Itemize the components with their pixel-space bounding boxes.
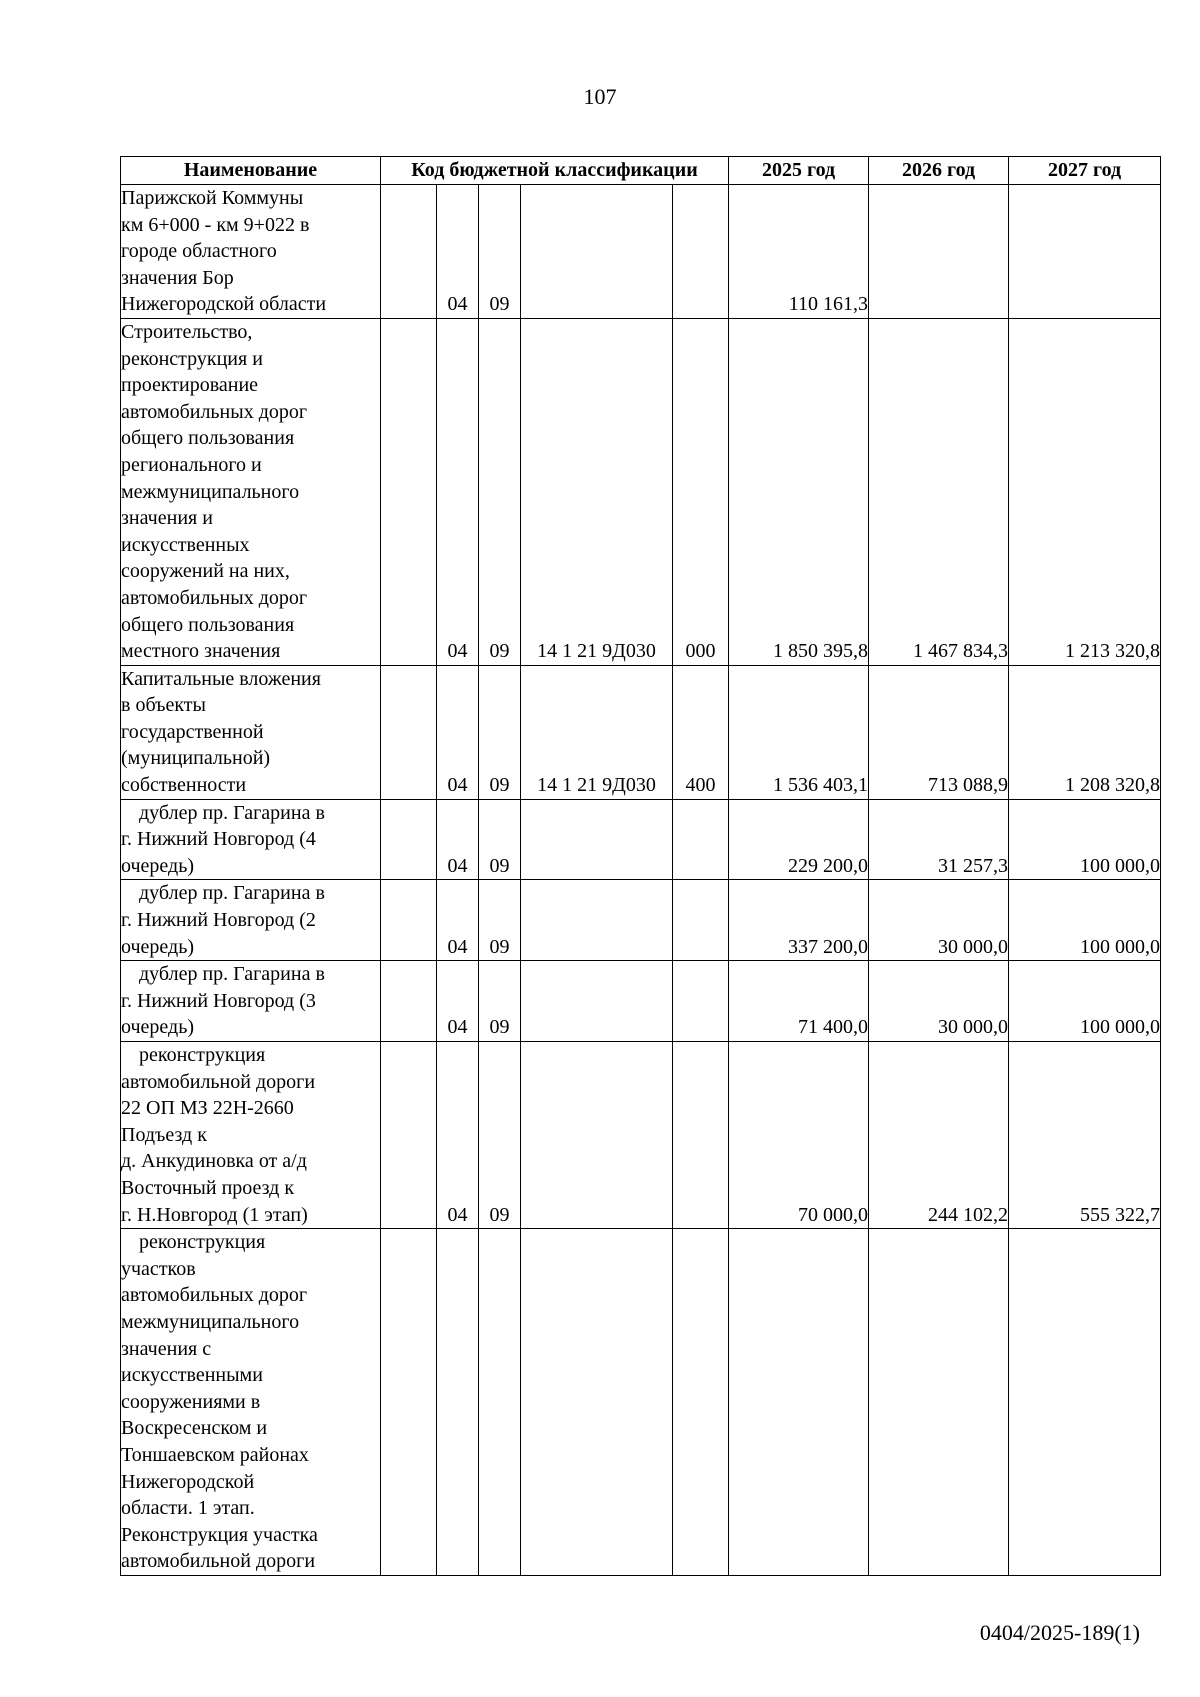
amount-2027: 100 000,0 [1009,799,1161,880]
row-name-line: автомобильной дороги [121,1070,316,1093]
amount-2025: 70 000,0 [729,1042,869,1229]
header-2027: 2027 год [1009,157,1161,185]
row-name-line: собственности [121,774,247,797]
table-row [121,1042,1161,1229]
row-name-line: Нижегородской [121,1470,255,1493]
row-name [121,318,381,665]
amount-2026: 244 102,2 [869,1042,1009,1229]
row-name-text: дублер пр. Гагарина в [139,801,325,824]
amount-2026 [869,185,1009,319]
code-cell-1 [381,880,437,961]
code-cell-section: 04 [437,185,479,319]
amount-2027: 1 213 320,8 [1009,318,1161,665]
code-cell-section: 04 [437,799,479,880]
row-name [121,799,381,880]
code-cell-1 [381,185,437,319]
row-name-text: реконструкция [139,1231,266,1254]
code-cell-expense-type [673,961,729,1042]
row-name-line: автомобильной дороги [121,1550,316,1573]
amount-2027 [1009,1229,1161,1576]
amount-2026: 30 000,0 [869,880,1009,961]
row-name-line [121,961,380,988]
table-row [121,799,1161,880]
row-name-line [121,1042,380,1069]
row-name [121,1229,381,1576]
row-name-text: реконструкция [139,1044,266,1066]
row-name-line: области. 1 этап. [121,1497,255,1520]
code-cell-section: 04 [437,1042,479,1229]
row-name-line: 22 ОП МЗ 22Н-2660 [121,1097,294,1120]
row-name-line: государственной [121,720,264,743]
row-name-line: Парижской Коммуны [121,187,304,209]
row-name-line: регионального и [121,453,262,476]
budget-table [120,156,1161,1576]
code-cell-target: 14 1 21 9Д030 [521,318,673,665]
code-cell-expense-type [673,799,729,880]
code-cell-section [437,1229,479,1576]
row-name-line: проектирование [121,374,259,397]
table-row [121,1229,1161,1576]
header-2026: 2026 год [869,157,1009,185]
row-name-line: Капитальные вложения [121,667,321,690]
amount-2025: 1 850 395,8 [729,318,869,665]
amount-2027: 100 000,0 [1009,880,1161,961]
code-cell-section: 04 [437,961,479,1042]
document-code: 0404/2025-189(1) [979,1620,1140,1645]
code-cell-expense-type: 000 [673,318,729,665]
row-name-text: дублер пр. Гагарина в [139,963,325,986]
row-name-line: сооружениями в [121,1390,261,1413]
row-name-line: значения с [121,1337,212,1360]
row-name-line: автомобильных дорог [121,400,308,423]
amount-2025: 110 161,3 [729,185,869,319]
row-name-line [121,1229,380,1256]
header-2025: 2025 год [729,157,869,185]
code-cell-subsection: 09 [479,185,521,319]
amount-2026 [869,1229,1009,1576]
code-cell-target [521,961,673,1042]
amount-2027: 1 208 320,8 [1009,665,1161,799]
code-cell-target [521,1042,673,1229]
row-name-line: Восточный проезд к [121,1176,295,1199]
amount-2027 [1009,185,1161,319]
row-name-line: сооружений на них, [121,560,290,583]
code-cell-subsection: 09 [479,318,521,665]
row-name-line: искусственных [121,533,250,556]
code-cell-1 [381,1229,437,1576]
amount-2025: 1 536 403,1 [729,665,869,799]
row-name-line: автомобильных дорог [121,586,308,609]
code-cell-subsection: 09 [479,799,521,880]
code-cell-subsection: 09 [479,665,521,799]
code-cell-1 [381,961,437,1042]
row-name [121,1042,381,1229]
amount-2025: 337 200,0 [729,880,869,961]
row-name-line: очередь) [121,1016,194,1039]
code-cell-subsection [479,1229,521,1576]
row-name-line: г. Н.Новгород (1 этап) [121,1203,308,1226]
row-name-line [121,800,380,827]
table-row [121,665,1161,799]
table-body [121,185,1161,1576]
row-name-line: значения и [121,507,213,530]
header-budget-code: Код бюджетной классификации [381,157,729,185]
row-name-line: участков [121,1257,196,1280]
row-name-line: реконструкция и [121,347,263,370]
code-cell-target [521,1229,673,1576]
row-name-line: местного значения [121,640,281,663]
amount-2025: 229 200,0 [729,799,869,880]
code-cell-target: 14 1 21 9Д030 [521,665,673,799]
table-row [121,318,1161,665]
row-name-line: г. Нижний Новгород (4 [121,828,316,851]
code-cell-section: 04 [437,318,479,665]
amount-2026: 31 257,3 [869,799,1009,880]
row-name-line: очередь) [121,854,194,877]
row-name-line [121,880,380,907]
row-name-line: автомобильных дорог [121,1284,308,1307]
table-row [121,880,1161,961]
row-name [121,185,381,319]
amount-2026: 713 088,9 [869,665,1009,799]
row-name-line: (муниципальной) [121,747,271,770]
code-cell-section: 04 [437,665,479,799]
amount-2025 [729,1229,869,1576]
code-cell-expense-type [673,1229,729,1576]
code-cell-1 [381,665,437,799]
row-name-line: Воскресенском и [121,1417,268,1440]
code-cell-section: 04 [437,880,479,961]
code-cell-expense-type [673,185,729,319]
amount-2027: 100 000,0 [1009,961,1161,1042]
table-row [121,961,1161,1042]
header-name: Наименование [121,157,381,185]
table-row [121,185,1161,319]
code-cell-target [521,799,673,880]
row-name-line: Тоншаевском районах [121,1443,309,1466]
row-name-line: значения Бор [121,266,234,289]
row-name-line: общего пользования [121,613,295,636]
code-cell-target [521,880,673,961]
row-name-line: г. Нижний Новгород (2 [121,909,316,932]
row-name-line: очередь) [121,935,194,958]
row-name-line: г. Нижний Новгород (3 [121,989,316,1012]
row-name-line: в объекты [121,694,206,717]
row-name-line: Строительство, [121,320,253,343]
amount-2026: 30 000,0 [869,961,1009,1042]
row-name-line: межмуниципального [121,1310,300,1333]
row-name-line: межмуниципального [121,480,300,503]
row-name-line: искусственными [121,1364,263,1387]
code-cell-subsection: 09 [479,961,521,1042]
row-name [121,961,381,1042]
page-number: 107 [583,84,617,109]
code-cell-1 [381,318,437,665]
row-name [121,880,381,961]
amount-2025: 71 400,0 [729,961,869,1042]
row-name-line: км 6+000 - км 9+022 в [121,213,310,236]
row-name-line: общего пользования [121,427,295,450]
row-name-line: городе областного [121,240,277,263]
row-name-line: Нижегородской области [121,293,327,316]
row-name-line: Реконструкция участка [121,1523,318,1546]
row-name-text: дублер пр. Гагарина в [139,882,325,905]
row-name-line: д. Анкудиновка от а/д [121,1150,307,1173]
code-cell-expense-type: 400 [673,665,729,799]
row-name-line: Подъезд к [121,1123,207,1146]
code-cell-subsection: 09 [479,880,521,961]
code-cell-subsection: 09 [479,1042,521,1229]
amount-2027: 555 322,7 [1009,1042,1161,1229]
row-name [121,665,381,799]
code-cell-target [521,185,673,319]
code-cell-expense-type [673,880,729,961]
code-cell-expense-type [673,1042,729,1229]
amount-2026: 1 467 834,3 [869,318,1009,665]
table-header-row [121,157,1161,185]
code-cell-1 [381,799,437,880]
code-cell-1 [381,1042,437,1229]
